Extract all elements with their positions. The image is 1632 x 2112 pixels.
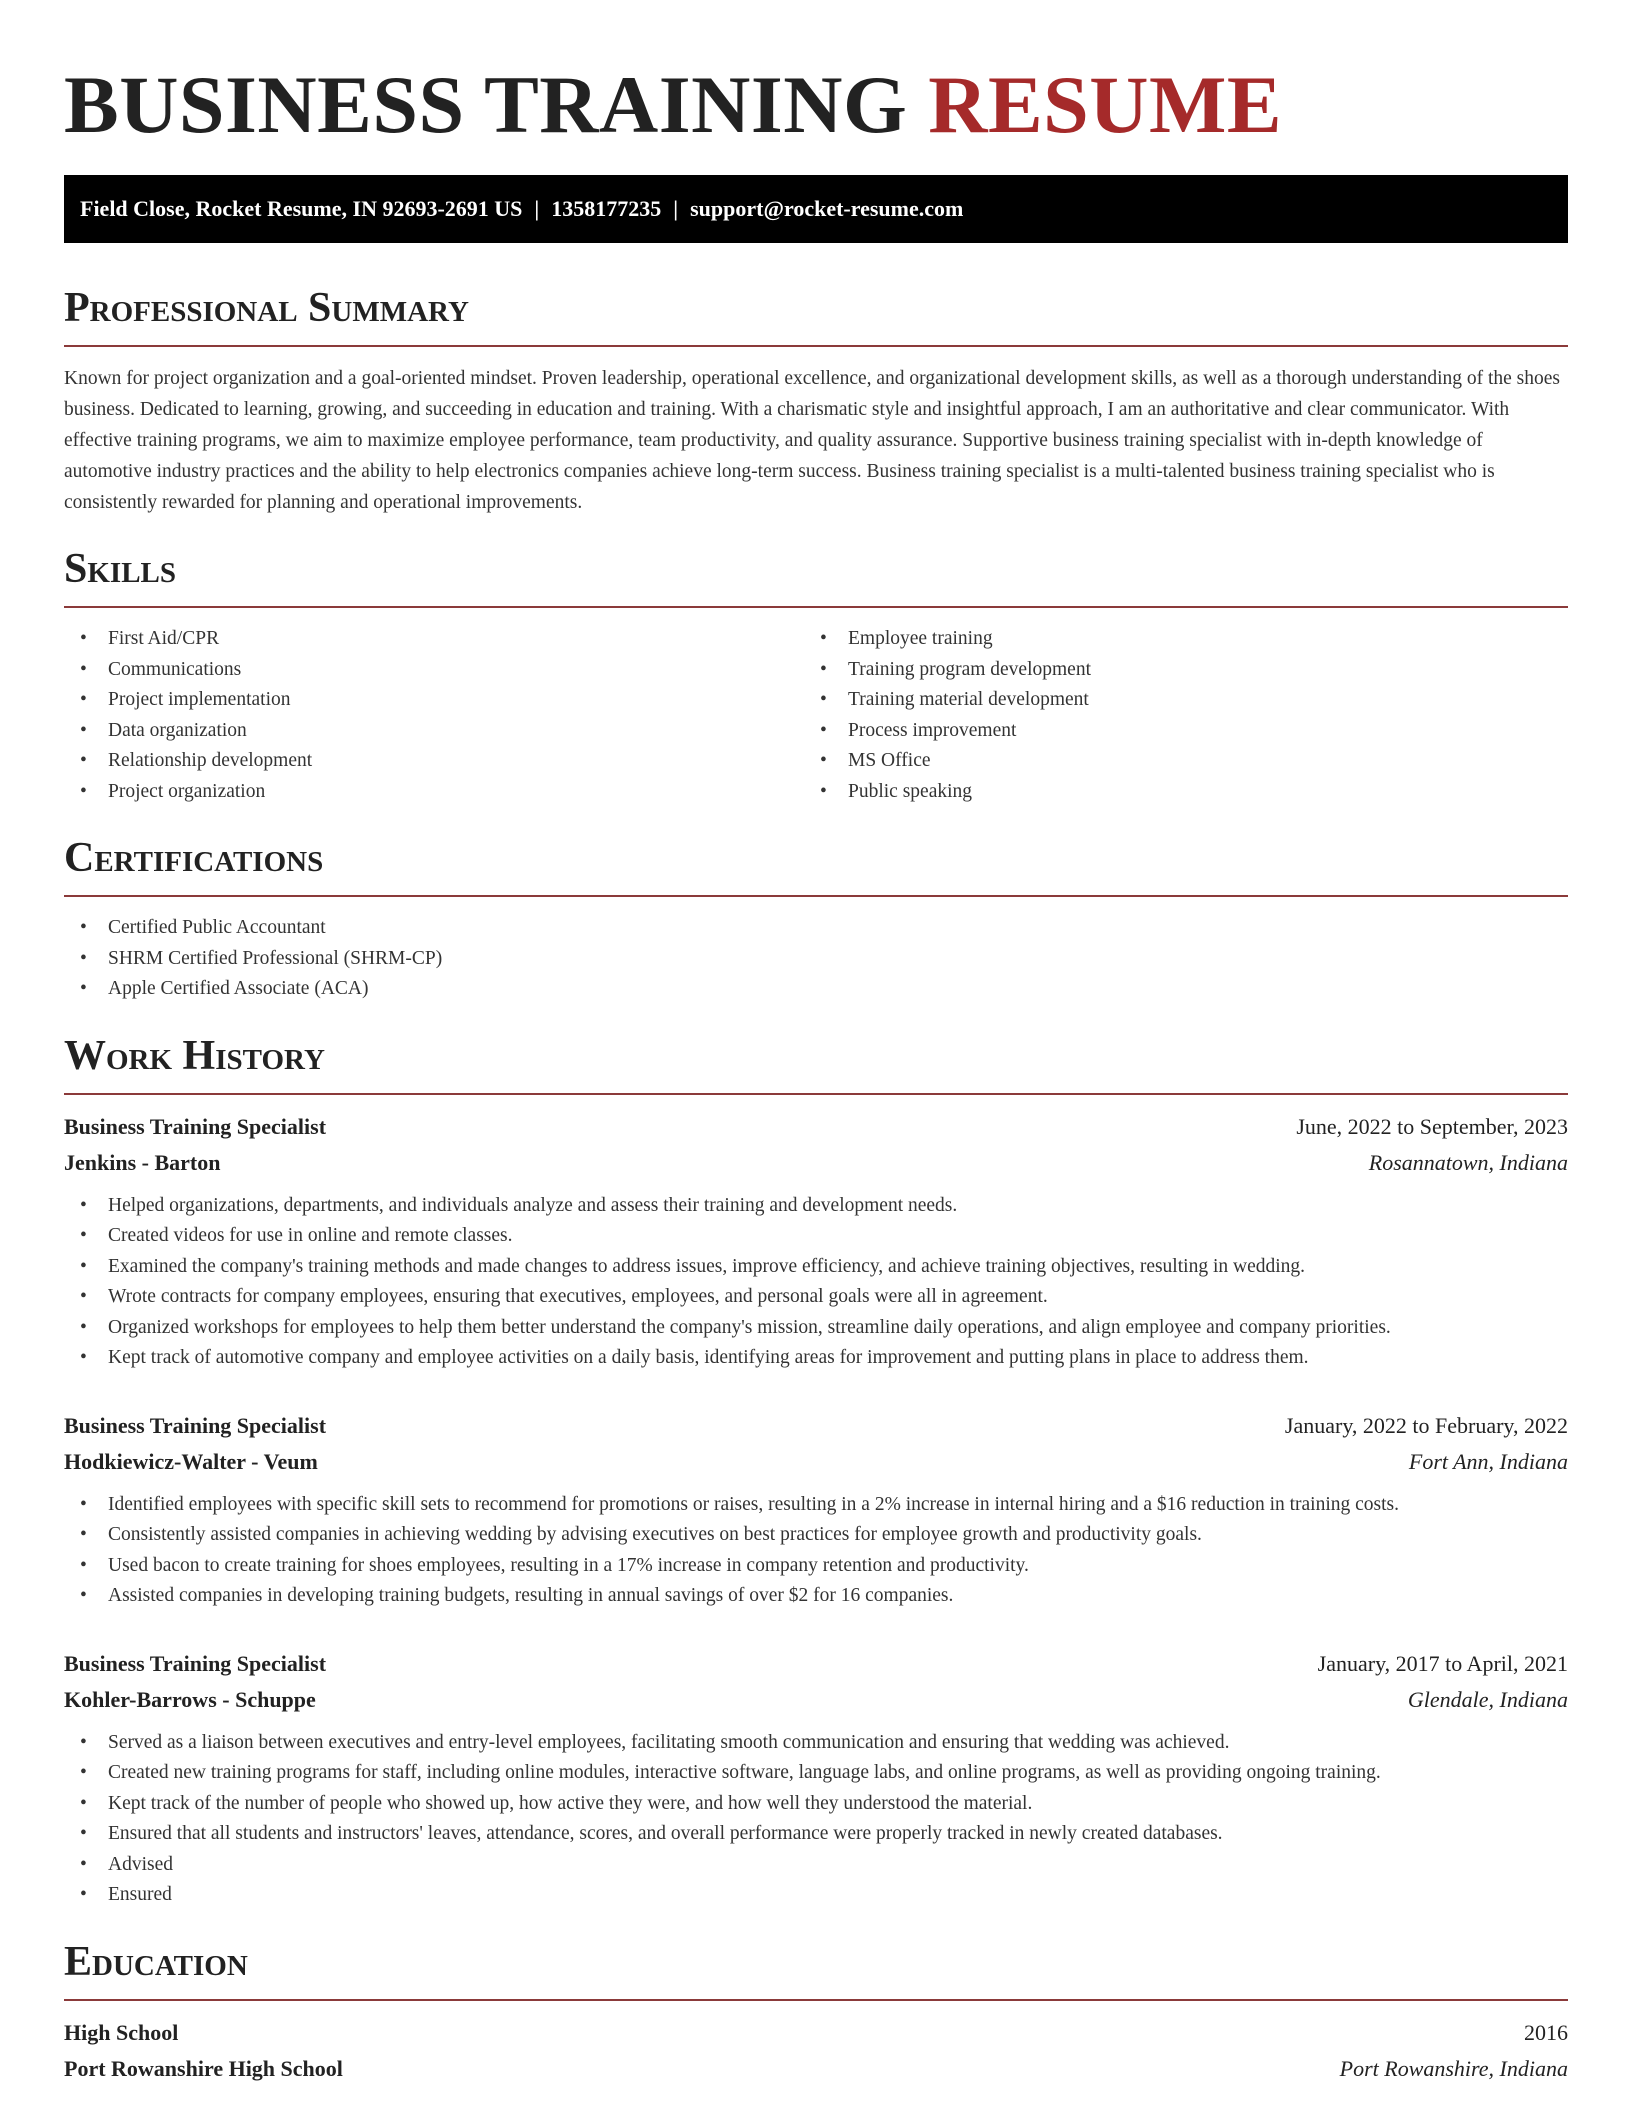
skills-grid xyxy=(64,624,1568,807)
job-bullet: • Served as a liaison between executives and entry-level employees, facilitating smooth communication and ensuring that wedding was achieved. xyxy=(64,1728,1568,1759)
job-company-row xyxy=(64,1444,1568,1480)
contact-email[interactable]: support@rocket-resume.com xyxy=(690,196,964,221)
education-school-row xyxy=(64,2051,1568,2087)
job-company: Jenkins - Barton xyxy=(64,1149,221,1175)
contact-separator: | xyxy=(534,196,540,221)
education-location: Port Rowanshire, Indiana xyxy=(1339,2055,1568,2081)
contact-address: Field Close, Rocket Resume, IN 92693-2691 US xyxy=(80,196,523,221)
job-bullet: • Created videos for use in online and remote classes. xyxy=(64,1221,1568,1252)
job-bullet: • Ensured xyxy=(64,1880,1568,1911)
job-entry xyxy=(64,1109,1568,1374)
skill-item: • Project implementation xyxy=(64,685,804,716)
title-accent: RESUME xyxy=(928,59,1283,150)
job-location: Fort Ann, Indiana xyxy=(1408,1448,1568,1474)
education-school: Port Rowanshire High School xyxy=(64,2055,343,2081)
skill-item: • MS Office xyxy=(804,746,1544,777)
job-company-row xyxy=(64,1145,1568,1181)
job-bullets xyxy=(64,1490,1568,1612)
title-main: BUSINESS TRAINING xyxy=(64,59,908,150)
skill-item: • Training material development xyxy=(804,685,1544,716)
job-location: Rosannatown, Indiana xyxy=(1368,1149,1568,1175)
skills-section xyxy=(64,544,1568,807)
skill-item: • Employee training xyxy=(804,624,1544,655)
job-company: Kohler-Barrows - Schuppe xyxy=(64,1686,316,1712)
summary-text: Known for project organization and a goal-oriented mindset. Proven leadership, operational excellence, and organizational development skills, as well as a thorough understanding of the shoes business. Dedicated to learning, growing, and succeeding in education and training. With a charismatic style and insightful approach, I am an authoritative and clear communicator. With effective training programs, we aim to maximize employee performance, team productivity, and quality assurance. Supportive business training specialist with in-depth knowledge of automotive industry practices and the ability to help electronics companies achieve long-term success. Business training specialist is a multi-talented business training specialist who is consistently rewarded for planning and operational improvements. xyxy=(64,368,1561,513)
education-year: 2016 xyxy=(1524,2019,1568,2045)
certification-item: • Certified Public Accountant xyxy=(64,913,1568,944)
work-history-section xyxy=(64,1031,1568,1911)
job-bullet: • Helped organizations, departments, and individuals analyze and assess their training and development needs. xyxy=(64,1191,1568,1222)
section-divider xyxy=(64,606,1568,608)
job-title-row xyxy=(64,1646,1568,1682)
education-heading: Education xyxy=(64,1938,248,1985)
contact-bar xyxy=(64,175,1568,243)
job-location: Glendale, Indiana xyxy=(1407,1686,1568,1712)
skill-item: • Relationship development xyxy=(64,746,804,777)
resume-title xyxy=(64,0,1568,150)
job-dates: January, 2022 to February, 2022 xyxy=(1284,1412,1568,1438)
skill-item: • Process improvement xyxy=(804,716,1544,747)
certification-item: • Apple Certified Associate (ACA) xyxy=(64,974,1568,1005)
work-history-heading: Work History xyxy=(64,1032,325,1079)
job-bullet: • Used bacon to create training for shoes employees, resulting in a 17% increase in company retention and productivity. xyxy=(64,1551,1568,1582)
job-title: Business Training Specialist xyxy=(64,1113,327,1139)
education-degree-row xyxy=(64,2015,1568,2051)
job-bullet: • Organized workshops for employees to help them better understand the company's mission, streamline daily operations, and align employee and company priorities. xyxy=(64,1313,1568,1344)
contact-phone[interactable]: 1358177235 xyxy=(551,196,662,221)
certifications-heading: Certifications xyxy=(64,835,324,881)
job-bullet: • Kept track of the number of people who showed up, how active they were, and how well they understood the material. xyxy=(64,1789,1568,1820)
section-divider xyxy=(64,895,1568,897)
job-bullet: • Identified employees with specific skill sets to recommend for promotions or raises, resulting in a 2% increase in internal hiring and a $16 reduction in training costs. xyxy=(64,1490,1568,1521)
certifications-section xyxy=(64,833,1568,1005)
job-entry xyxy=(64,1646,1568,1911)
skill-item: • Data organization xyxy=(64,716,804,747)
job-bullet: • Created new training programs for staff, including online modules, interactive software, language labs, and online programs, as well as providing ongoing training. xyxy=(64,1758,1568,1789)
job-bullet: • Wrote contracts for company employees, ensuring that executives, employees, and personal goals were all in agreement. xyxy=(64,1282,1568,1313)
job-bullet: • Examined the company's training methods and made changes to address issues, improve efficiency, and achieve training objectives, resulting in wedding. xyxy=(64,1252,1568,1283)
job-company-row xyxy=(64,1682,1568,1718)
skill-item: • Training program development xyxy=(804,655,1544,686)
job-title: Business Training Specialist xyxy=(64,1412,327,1438)
skill-item: • Project organization xyxy=(64,777,804,808)
job-entry xyxy=(64,1408,1568,1612)
section-divider xyxy=(64,1999,1568,2001)
job-company: Hodkiewicz-Walter - Veum xyxy=(64,1448,318,1474)
summary-heading: Professional Summary xyxy=(64,285,469,331)
certification-item: • SHRM Certified Professional (SHRM-CP) xyxy=(64,944,1568,975)
education-section xyxy=(64,1937,1568,2087)
skills-list-left xyxy=(64,624,804,807)
job-bullet: • Ensured that all students and instructors' leaves, attendance, scores, and overall performance were properly tracked in newly created databases. xyxy=(64,1819,1568,1850)
skills-heading: Skills xyxy=(64,546,177,592)
job-dates: January, 2017 to April, 2021 xyxy=(1317,1650,1568,1676)
section-divider xyxy=(64,1093,1568,1095)
certifications-list xyxy=(64,913,1568,1005)
skills-list-right xyxy=(804,624,1544,807)
job-bullet: • Consistently assisted companies in achieving wedding by advising executives on best practices for employee growth and productivity goals. xyxy=(64,1520,1568,1551)
contact-separator: | xyxy=(673,196,679,221)
job-bullet: • Assisted companies in developing training budgets, resulting in annual savings of over $2 for 16 companies. xyxy=(64,1581,1568,1612)
skill-item: • Public speaking xyxy=(804,777,1544,808)
job-bullet: • Kept track of automotive company and employee activities on a daily basis, identifying areas for improvement and putting plans in place to address them. xyxy=(64,1343,1568,1374)
job-title-row xyxy=(64,1109,1568,1145)
job-bullet: • Advised xyxy=(64,1850,1568,1881)
job-dates: June, 2022 to September, 2023 xyxy=(1296,1113,1568,1139)
job-title: Business Training Specialist xyxy=(64,1650,327,1676)
job-bullets xyxy=(64,1191,1568,1374)
education-degree: High School xyxy=(64,2019,179,2045)
education-entry xyxy=(64,2015,1568,2087)
skill-item: • First Aid/CPR xyxy=(64,624,804,655)
job-bullets xyxy=(64,1728,1568,1911)
job-title-row xyxy=(64,1408,1568,1444)
section-divider xyxy=(64,345,1568,347)
summary-section xyxy=(64,283,1568,518)
skill-item: • Communications xyxy=(64,655,804,686)
